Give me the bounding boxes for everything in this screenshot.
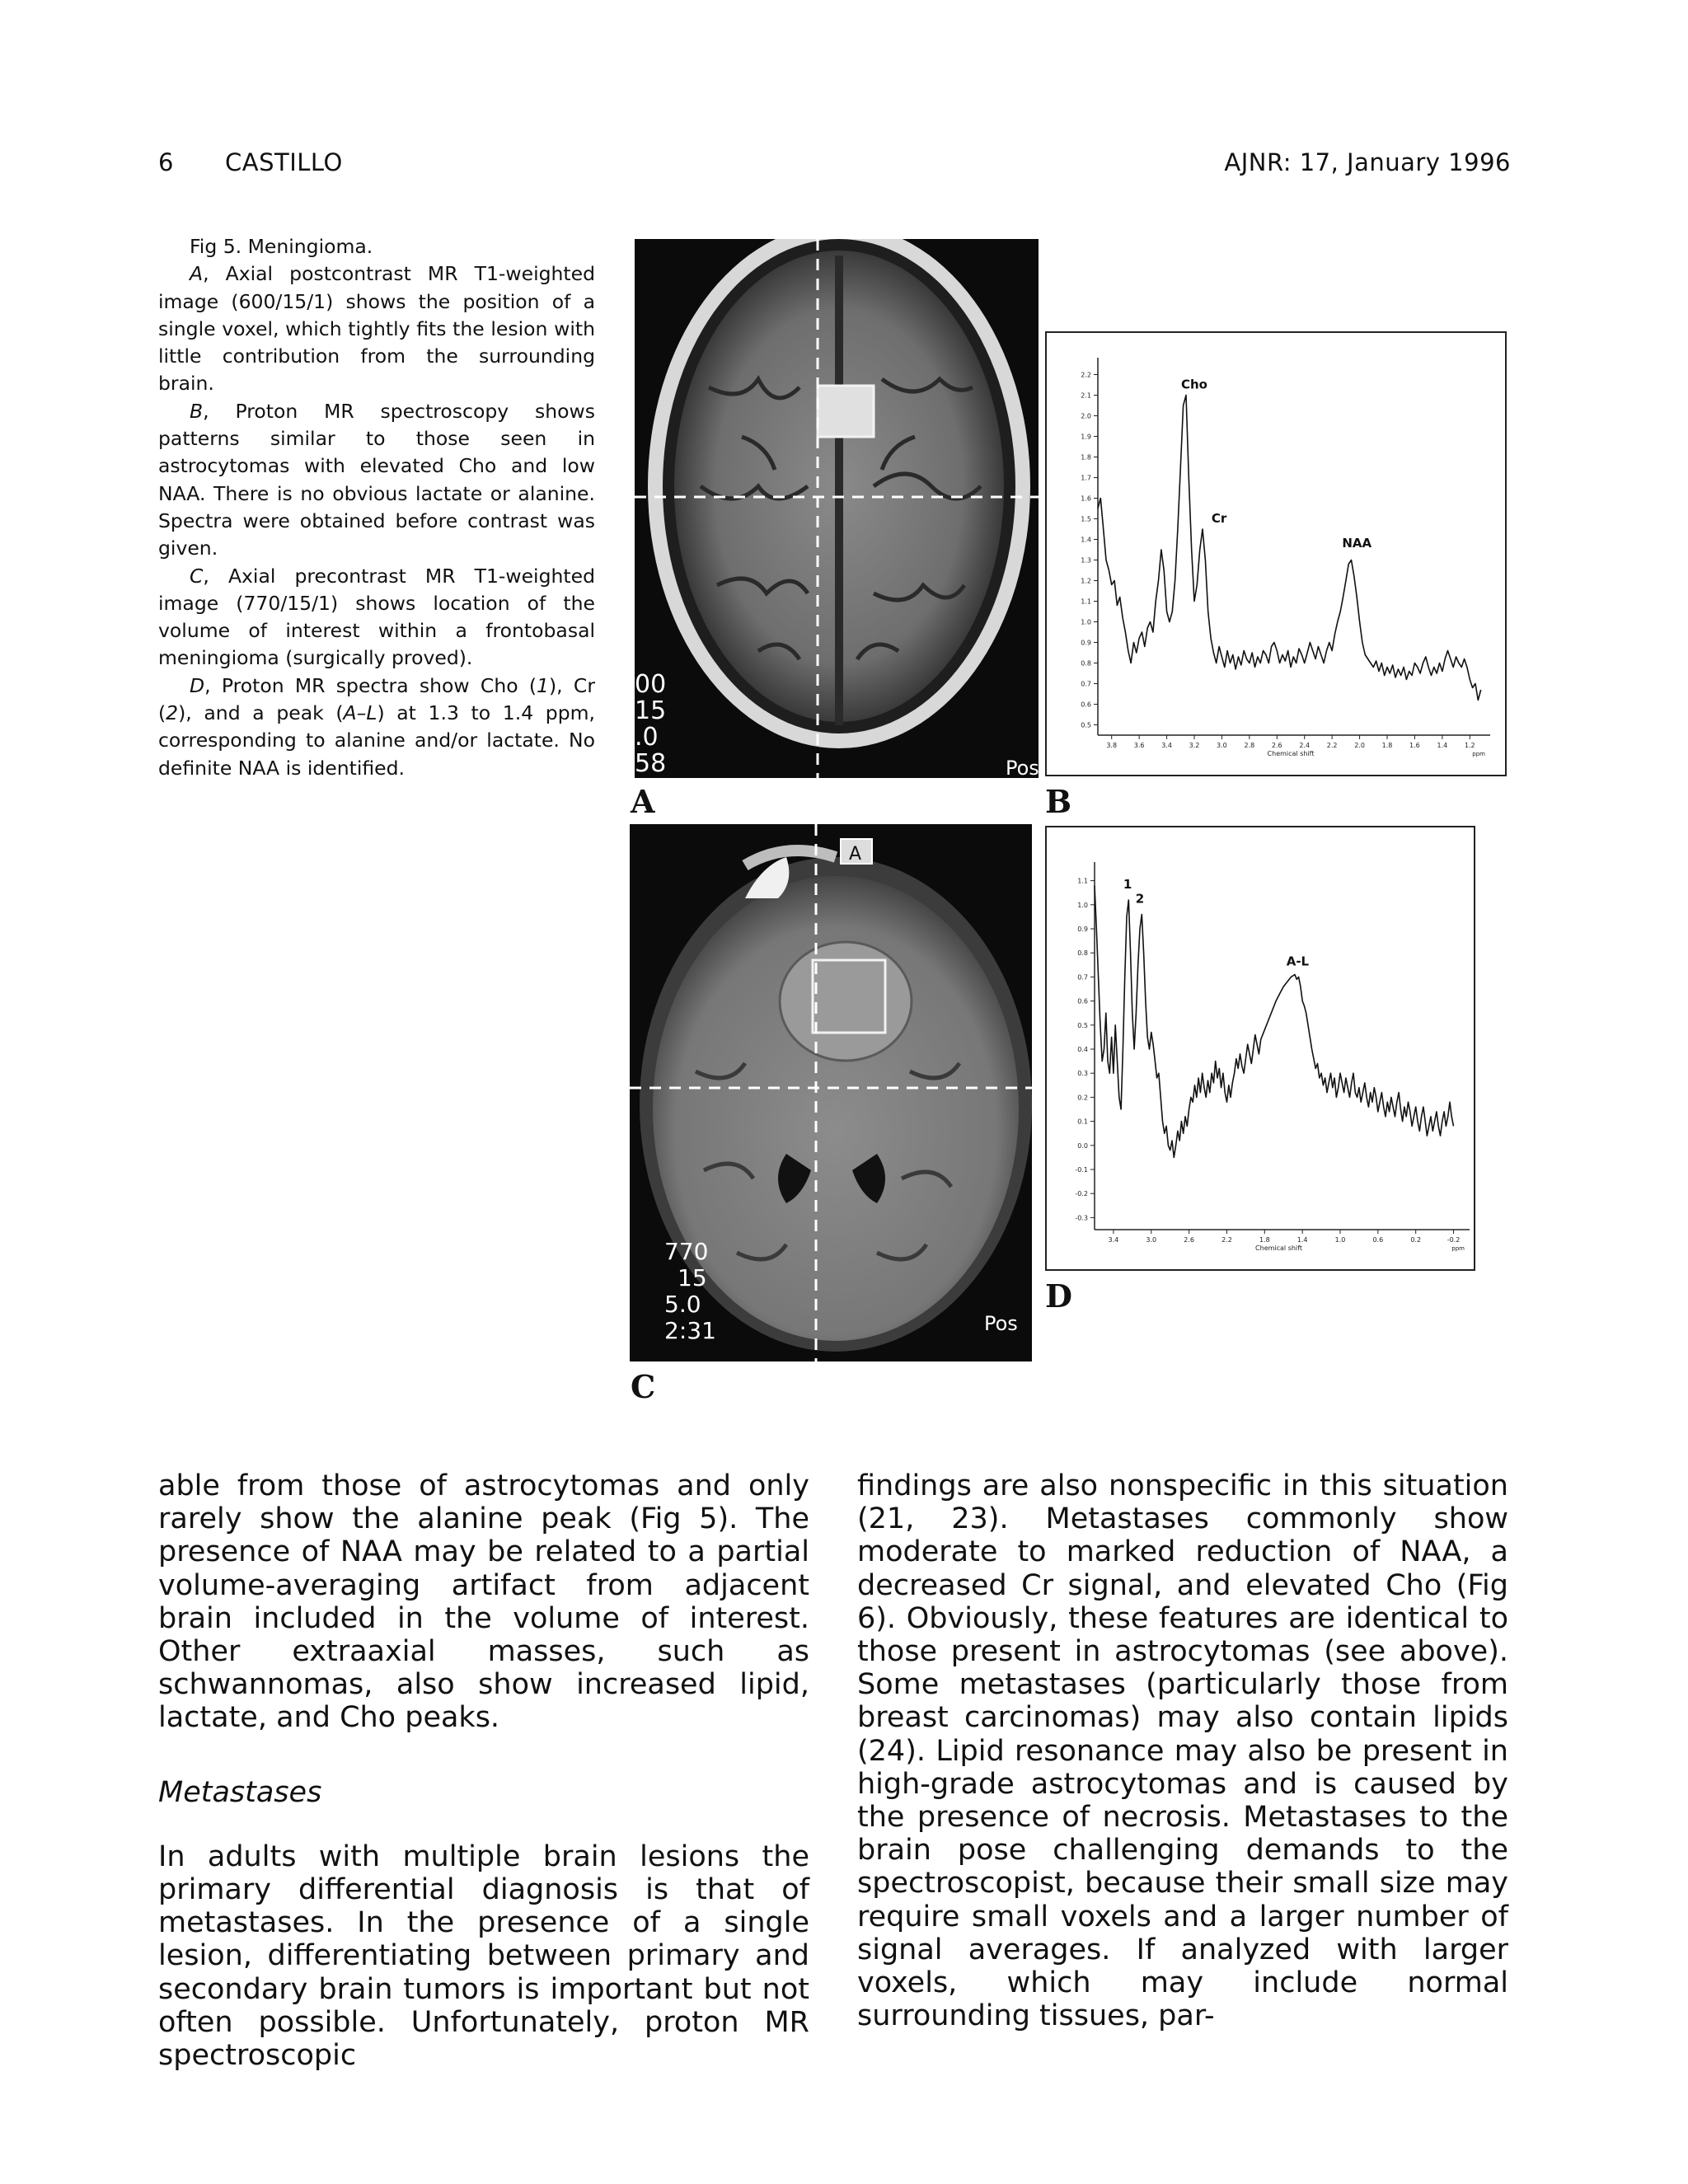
caption-c: C, Axial precontrast MR T1-weighted image (770/15/1) shows location of the volume of interest within a frontobasal meningioma (surgically proved). [158, 564, 595, 670]
panel-label-b: B [1045, 783, 1072, 820]
peak-label: A-L [1286, 954, 1310, 969]
x-tick-label: 1.4 [1437, 742, 1448, 749]
overlay-c-pos: Pos [984, 1312, 1018, 1335]
x-tick-label: 3.4 [1161, 742, 1172, 749]
x-tick-label: -0.2 [1447, 1236, 1461, 1244]
x-tick-label: 3.0 [1217, 742, 1227, 749]
overlay-a-pos: Pos [1006, 757, 1039, 778]
panel-label-a: A [631, 783, 655, 820]
y-tick-label: -0.1 [1075, 1166, 1088, 1174]
spectrum-line [1098, 396, 1481, 701]
y-tick-label: 1.4 [1081, 536, 1091, 544]
overlay-c-line1: 770 [664, 1238, 709, 1265]
peak-label: Cr [1211, 511, 1227, 526]
panel-label-d: D [1045, 1277, 1072, 1315]
x-axis-unit: ppm [1451, 1245, 1465, 1252]
y-tick-label: 1.1 [1077, 877, 1088, 885]
x-tick-label: 3.2 [1189, 742, 1200, 749]
y-tick-label: -0.3 [1075, 1214, 1088, 1222]
body-left-paragraph-2: In adults with multiple brain lesions the primary differential diagnosis is that of metastases. In the presence of a single lesion, differentiating between primary and secondary brain tumors is important but not often possible. Unfortunately, proton MR spectroscopic [158, 1840, 809, 2073]
y-tick-label: 1.8 [1081, 453, 1091, 462]
x-tick-label: 2.2 [1221, 1236, 1232, 1244]
y-tick-label: 0.5 [1077, 1021, 1088, 1029]
x-tick-label: 3.6 [1133, 742, 1145, 749]
x-tick-label: 2.6 [1184, 1236, 1194, 1244]
spectrum-line [1095, 885, 1454, 1157]
overlay-a-line2: 15 [635, 696, 667, 725]
y-tick-label: 1.0 [1077, 901, 1088, 909]
y-tick-label: 0.5 [1081, 721, 1091, 729]
x-tick-label: 1.0 [1334, 1236, 1346, 1244]
y-tick-label: 1.9 [1081, 433, 1091, 441]
mr-image-c [630, 824, 1032, 1361]
overlay-c-line4: 2:31 [664, 1317, 716, 1344]
overlay-a-line3: .0 [635, 723, 659, 752]
peak-label: NAA [1342, 536, 1372, 551]
x-tick-label: 1.6 [1409, 742, 1420, 749]
body-left-paragraph-1: able from those of astrocytomas and only rarely show the alanine peak (Fig 5). The presence of NAA may be related to a partial volume-averaging artifact from adjacent brain included in the volume of interest. Other extraaxial masses, such as schwannomas, also show increased lipid, lactate, and Cho peaks. [158, 1469, 809, 1735]
x-tick-label: 1.4 [1296, 1236, 1308, 1244]
running-journal: AJNR: 17, January 1996 [1224, 148, 1511, 176]
page-number: 6 [158, 148, 174, 176]
caption-d: D, Proton MR spectra show Cho (1), Cr (2), and a peak (A–L) at 1.3 to 1.4 ppm, corresponding to alanine and/or lactate. No definite NAA is identified. [158, 673, 596, 780]
x-tick-label: 1.2 [1464, 742, 1475, 749]
spectrum-d [1045, 826, 1475, 1271]
spectrum-d-plot [1047, 827, 1474, 1269]
x-tick-label: 0.2 [1410, 1236, 1422, 1244]
y-tick-label: 1.2 [1081, 577, 1091, 585]
body-right-column [857, 1469, 1508, 2032]
x-tick-label: 2.2 [1326, 742, 1338, 749]
x-tick-label: 0.6 [1372, 1236, 1384, 1244]
y-tick-label: 0.6 [1081, 701, 1091, 709]
caption-title: Fig 5. Meningioma. [190, 235, 373, 258]
overlay-a-line1: 00 [635, 670, 667, 699]
y-tick-label: 1.7 [1081, 474, 1091, 482]
x-axis-label: Chemical shift [1255, 1244, 1302, 1252]
y-tick-label: 0.3 [1077, 1070, 1088, 1078]
y-tick-label: 0.4 [1077, 1046, 1088, 1053]
x-axis-unit: ppm [1472, 751, 1485, 757]
x-tick-label: 2.0 [1354, 742, 1365, 749]
y-tick-label: 0.0 [1077, 1141, 1088, 1150]
y-tick-label: 1.3 [1081, 556, 1091, 565]
figure-caption [158, 233, 595, 782]
peak-label: 2 [1135, 891, 1145, 907]
overlay-a-line4: 58 [635, 749, 667, 778]
section-heading-metastases: Metastases [158, 1775, 322, 1809]
y-tick-label: -0.2 [1075, 1190, 1088, 1198]
overlay-c-line2: 15 [678, 1264, 707, 1291]
x-tick-label: 3.0 [1146, 1236, 1157, 1244]
y-tick-label: 1.1 [1081, 598, 1091, 606]
x-tick-label: 2.8 [1244, 742, 1255, 749]
y-tick-label: 2.2 [1081, 371, 1091, 379]
x-tick-label: 2.6 [1271, 742, 1282, 749]
mr-image-c-drawing [630, 824, 1032, 1361]
panel-label-c: C [631, 1368, 656, 1405]
y-tick-label: 0.7 [1081, 680, 1091, 688]
spectrum-b-plot [1047, 333, 1505, 775]
peak-label: 1 [1123, 877, 1132, 893]
body-right-paragraph-1: findings are also nonspecific in this situation (21, 23). Metastases commonly show moderate to marked reduction of NAA, a decreased Cr signal, and elevated Cho (Fig 6). Obviously, these features are identical to those present in astrocytomas (see above). Some metastases (particularly those from breast carcinomas) may also contain lipids (24). Lipid resonance may also be present in high-grade astrocytomas and is caused by the presence of necrosis. Metastases to the brain pose challenging demands to the spectroscopist, because their small size may require small voxels and a larger number of signal averages. If analyzed with larger voxels, which may include normal surrounding tissues, par- [857, 1469, 1508, 2033]
y-tick-label: 0.7 [1077, 973, 1088, 982]
y-tick-label: 0.9 [1081, 639, 1091, 647]
running-author: CASTILLO [225, 148, 343, 176]
y-tick-label: 0.6 [1077, 997, 1088, 1005]
mr-image-a [635, 239, 1039, 778]
overlay-c-marker: A [849, 844, 862, 865]
x-tick-label: 1.8 [1259, 1236, 1270, 1244]
y-tick-label: 0.8 [1077, 949, 1088, 958]
x-tick-label: 3.4 [1108, 1236, 1119, 1244]
mr-image-a-drawing [635, 239, 1039, 778]
x-axis-label: Chemical shift [1267, 750, 1315, 757]
x-tick-label: 2.4 [1299, 742, 1311, 749]
overlay-c-line3: 5.0 [664, 1291, 701, 1318]
x-tick-label: 3.8 [1106, 742, 1118, 749]
y-tick-label: 0.8 [1081, 659, 1091, 668]
y-tick-label: 1.0 [1081, 618, 1091, 626]
x-tick-label: 1.8 [1381, 742, 1393, 749]
y-tick-label: 0.1 [1077, 1118, 1088, 1126]
y-tick-label: 0.2 [1077, 1094, 1088, 1102]
body-left-column [158, 1469, 809, 2072]
y-tick-label: 2.0 [1081, 412, 1091, 420]
y-tick-label: 0.9 [1077, 926, 1088, 933]
spectrum-b [1045, 331, 1507, 776]
y-tick-label: 1.5 [1081, 515, 1091, 523]
peak-label: Cho [1181, 377, 1207, 392]
caption-b: B, Proton MR spectroscopy shows patterns similar to those seen in astrocytomas with elevated Cho and low NAA. There is no obvious lactate or alanine. Spectra were obtained before contrast was given. [158, 399, 595, 560]
y-tick-label: 1.6 [1081, 494, 1091, 503]
y-tick-label: 2.1 [1081, 391, 1091, 400]
caption-a: A, Axial postcontrast MR T1-weighted image (600/15/1) shows the position of a single voxel, which tightly fits the lesion with little contribution from the surrounding brain. [158, 262, 595, 396]
